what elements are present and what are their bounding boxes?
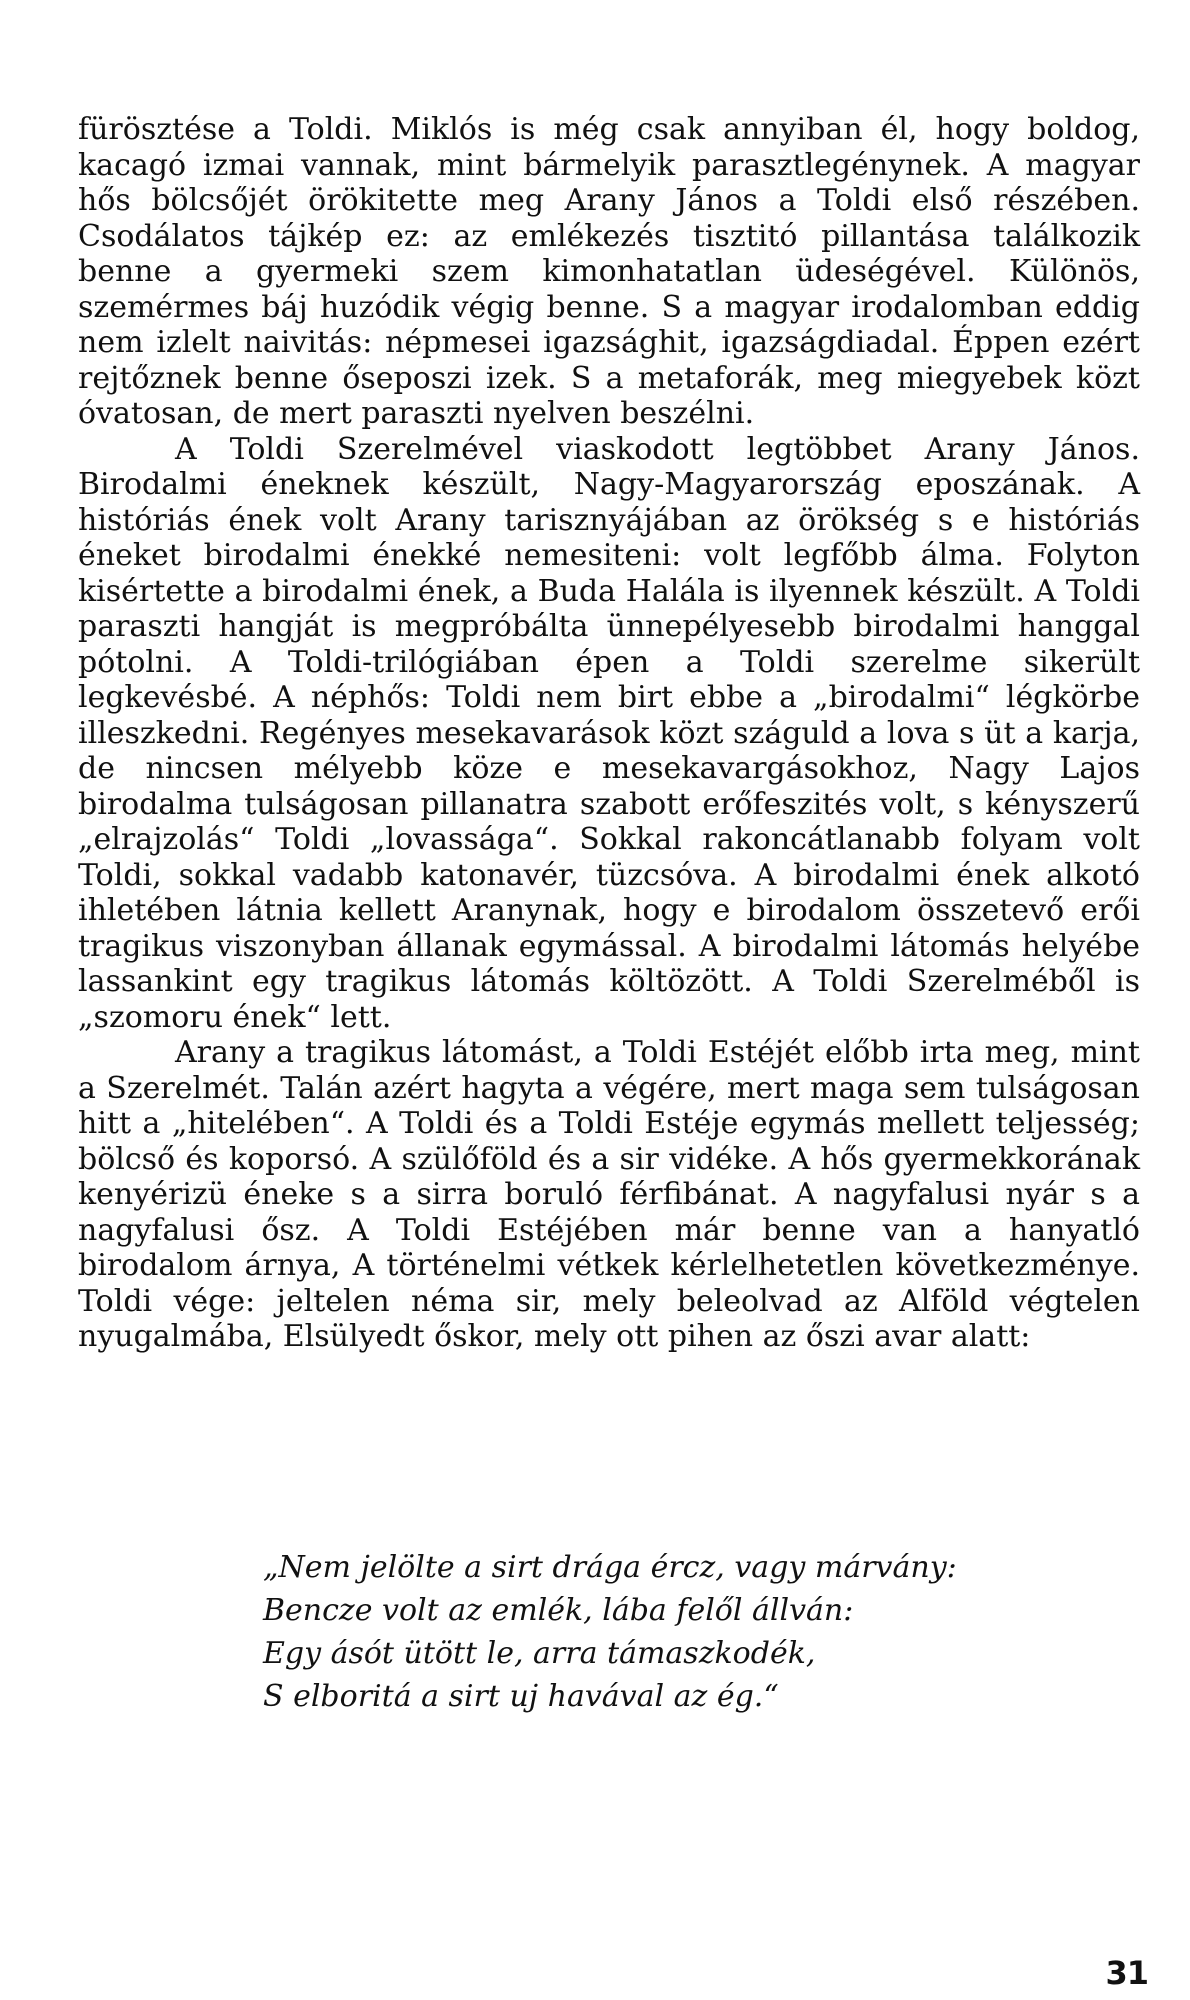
- paragraph-1: fürösztése a Toldi. Miklós is még csak annyiban él, hogy boldog, kacagó izmai vannak, mint bármelyik parasztlegénynek. A magyar hős bölcsőjét örökitette meg Arany János a Toldi első részében. Csodálatos tájkép ez: az emlékezés tisztitó pillantása találkozik benne a gyermeki szem kimonhatatlan üdeségével. Különös, szemérmes báj huzódik végig benne. S a magyar irodalomban eddig nem izlelt naivitás: népmesei igazsághit, igazságdiadal. Éppen ezért rejtőznek benne őseposzi izek. S a metaforák, meg miegyebek közt óvatosan, de mert paraszti nyelven beszélni.: [78, 112, 1140, 431]
- poem-line: Bencze volt az emlék, lába felől állván:: [263, 1593, 854, 1628]
- poem-line: S elboritá a sirt uj havával az ég.“: [263, 1679, 779, 1714]
- poem-line: „Nem jelölte a sirt drága ércz, vagy márvány:: [263, 1550, 957, 1585]
- paragraph-3: Arany a tragikus látomást, a Toldi Estéjét előbb irta meg, mint a Szerelmét. Talán azért hagyta a végére, mert maga sem tulságosan hitt a „hitelében“. A Toldi és a Toldi Estéje egymás mellett teljesség; bölcső és koporsó. A szülőföld és a sir vidéke. A hős gyermekkorának kenyérizü éneke s a sirra boruló férfibánat. A nagyfalusi nyár s a nagyfalusi ősz. A Toldi Estéjében már benne van a hanyatló birodalom árnya, A történelmi vétkek kérlelhetetlen következménye. Toldi vége: jeltelen néma sir, mely beleolvad az Alföld végtelen nyugalmába, Elsülyedt őskor, mely ott pihen az őszi avar alatt:: [78, 1035, 1140, 1354]
- body-text: [78, 112, 1140, 1355]
- paragraph-2: A Toldi Szerelmével viaskodott legtöbbet Arany János. Birodalmi éneknek készült, Nagy-Magyarország eposzának. A históriás ének volt Arany tarisznyájában az örökség s e históriás éneket birodalmi énekké nemesiteni: volt legfőbb álma. Folyton kisértette a birodalmi ének, a Buda Halála is ilyennek készült. A Toldi paraszti hangját is megpróbálta ünnepélyesebb birodalmi hanggal pótolni. A Toldi-trilógiában épen a Toldi szerelme sikerült legkevésbé. A néphős: Toldi nem birt ebbe a „birodalmi“ légkörbe illeszkedni. Regényes mesekavarások közt száguld a lova s üt a karja, de nincsen mélyebb köze e mesekavargásokhoz, Nagy Lajos birodalma tulságosan pillanatra szabott erőfeszités volt, s kényszerű „elrajzolás“ Toldi „lovassága“. Sokkal rakoncátlanabb folyam volt Toldi, sokkal vadabb katonavér, tüzcsóva. A birodalmi ének alkotó ihletében látnia kellett Aranynak, hogy e birodalom összetevő erői tragikus viszonyban állanak egymással. A birodalmi látomás helyébe lassankint egy tragikus látomás költözött. A Toldi Szerelméből is „szomoru ének“ lett.: [78, 431, 1140, 1035]
- page-number: 31: [1105, 1954, 1148, 1992]
- poem-quote: [263, 1546, 1023, 1718]
- poem-line: Egy ásót ütött le, arra támaszkodék,: [263, 1636, 816, 1671]
